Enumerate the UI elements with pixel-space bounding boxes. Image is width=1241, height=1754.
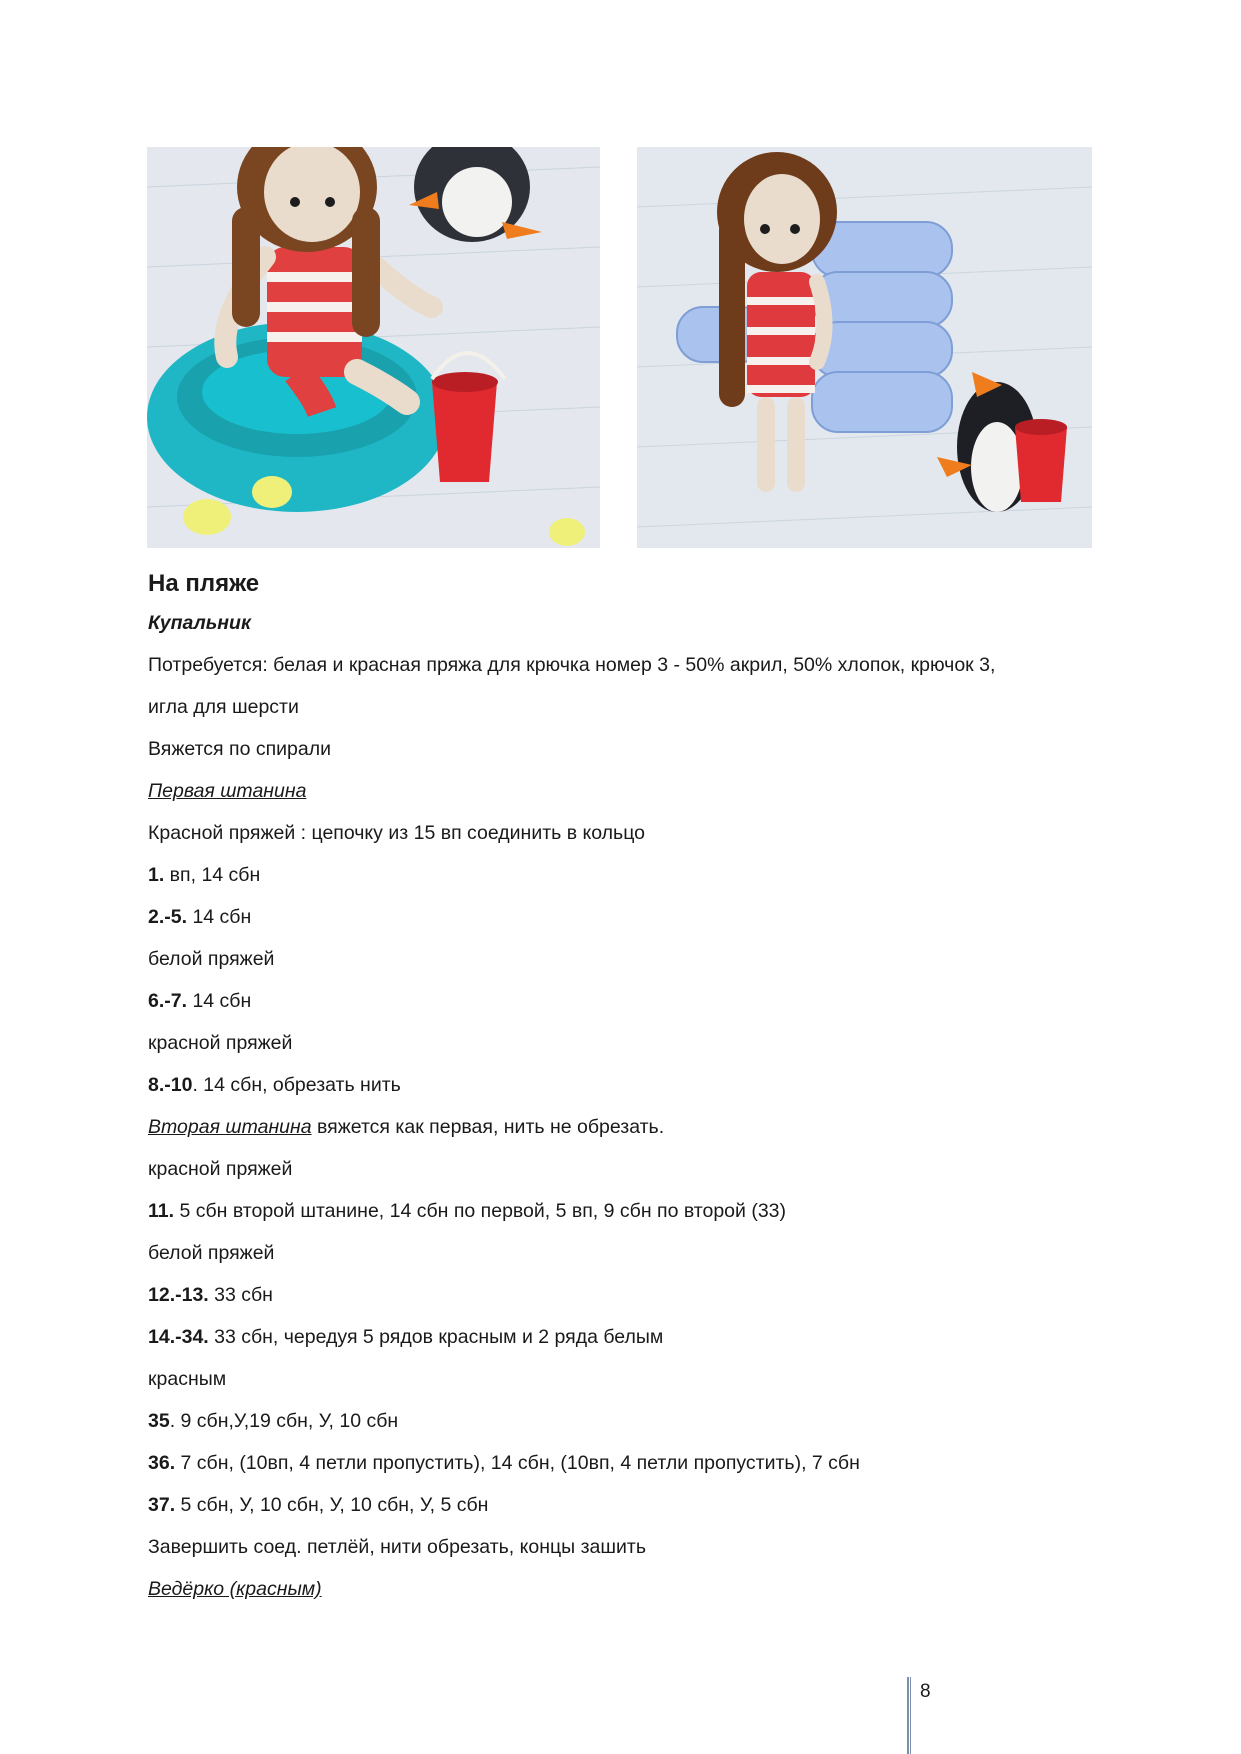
materials-line: Потребуется: белая и красная пряжа для крючка номер 3 - 50% акрил, 50% хлопок, крючок 3, [148,654,996,676]
chain-instruction: Красной пряжей : цепочку из 15 вп соединить в кольцо [148,822,645,844]
row-instruction [148,980,1108,1022]
row-number: 37. [148,1494,176,1516]
color-note: красным [148,1368,227,1390]
color-note: белой пряжей [148,1242,275,1264]
row-number: 35 [148,1410,170,1432]
row-text: вп, 14 сбн [164,864,261,886]
row-instruction [148,1484,1108,1526]
color-note: красной пряжей [148,1158,293,1180]
row-instruction [148,1064,1108,1106]
row-instruction [148,1190,1108,1232]
row-number: 8.-10 [148,1074,193,1096]
row-instruction [148,1442,1108,1484]
pattern-text [148,560,1108,1610]
row-text: 33 сбн, чередуя 5 рядов красным и 2 ряда белым [208,1326,664,1348]
row-instruction [148,1400,1108,1442]
row-instruction [148,896,1108,938]
subsection-first-leg [148,770,1108,812]
doll-mattress-illustration [637,147,1092,548]
row-text: 5 сбн, У, 10 сбн, У, 10 сбн, У, 5 сбн [175,1494,489,1516]
row-text: 14 сбн [187,906,252,928]
section-title: Купальник [148,612,251,634]
row-text: . 9 сбн,У,19 сбн, У, 10 сбн [169,1410,399,1432]
second-leg-line [148,1106,1108,1148]
row-text: . 14 сбн, обрезать нить [192,1074,401,1096]
row-text: 33 сбн [208,1284,273,1306]
row-number: 12.-13. [148,1284,209,1306]
finish-instruction: Завершить соед. петлёй, нити обрезать, концы зашить [148,1536,646,1558]
row-number: 11. [148,1200,175,1222]
footer-rule [907,1677,911,1754]
row-number: 6.-7. [148,990,188,1012]
subsection-title: Первая штанина [148,780,307,802]
row-text: 7 сбн, (10вп, 4 петли пропустить), 14 сбн, (10вп, 4 петли пропустить), 7 сбн [175,1452,860,1474]
color-note: красной пряжей [148,1032,293,1054]
page-number: 8 [920,1681,931,1702]
row-instruction [148,1316,1108,1358]
page-title: На пляже [148,570,260,597]
subsection-title: Ведёрко (красным) [148,1578,322,1600]
row-number: 14.-34. [148,1326,209,1348]
row-number: 2.-5. [148,906,188,928]
photo-doll-with-mattress [637,147,1092,548]
subsection-title: Вторая штанина [148,1116,312,1138]
spiral-note: Вяжется по спирали [148,738,332,760]
photo-doll-in-ring [147,147,600,548]
second-leg-text: вяжется как первая, нить не обрезать. [311,1116,665,1138]
bucket-subsection [148,1568,1108,1610]
row-number: 36. [148,1452,176,1474]
row-text: 14 сбн [187,990,252,1012]
row-instruction [148,1274,1108,1316]
color-note: белой пряжей [148,948,275,970]
row-number: 1. [148,864,165,886]
materials-line-2: игла для шерсти [148,696,299,718]
row-instruction [148,854,1108,896]
row-text: 5 сбн второй штанине, 14 сбн по первой, 5 вп, 9 сбн по второй (33) [174,1200,787,1222]
doll-ring-illustration [147,147,600,548]
